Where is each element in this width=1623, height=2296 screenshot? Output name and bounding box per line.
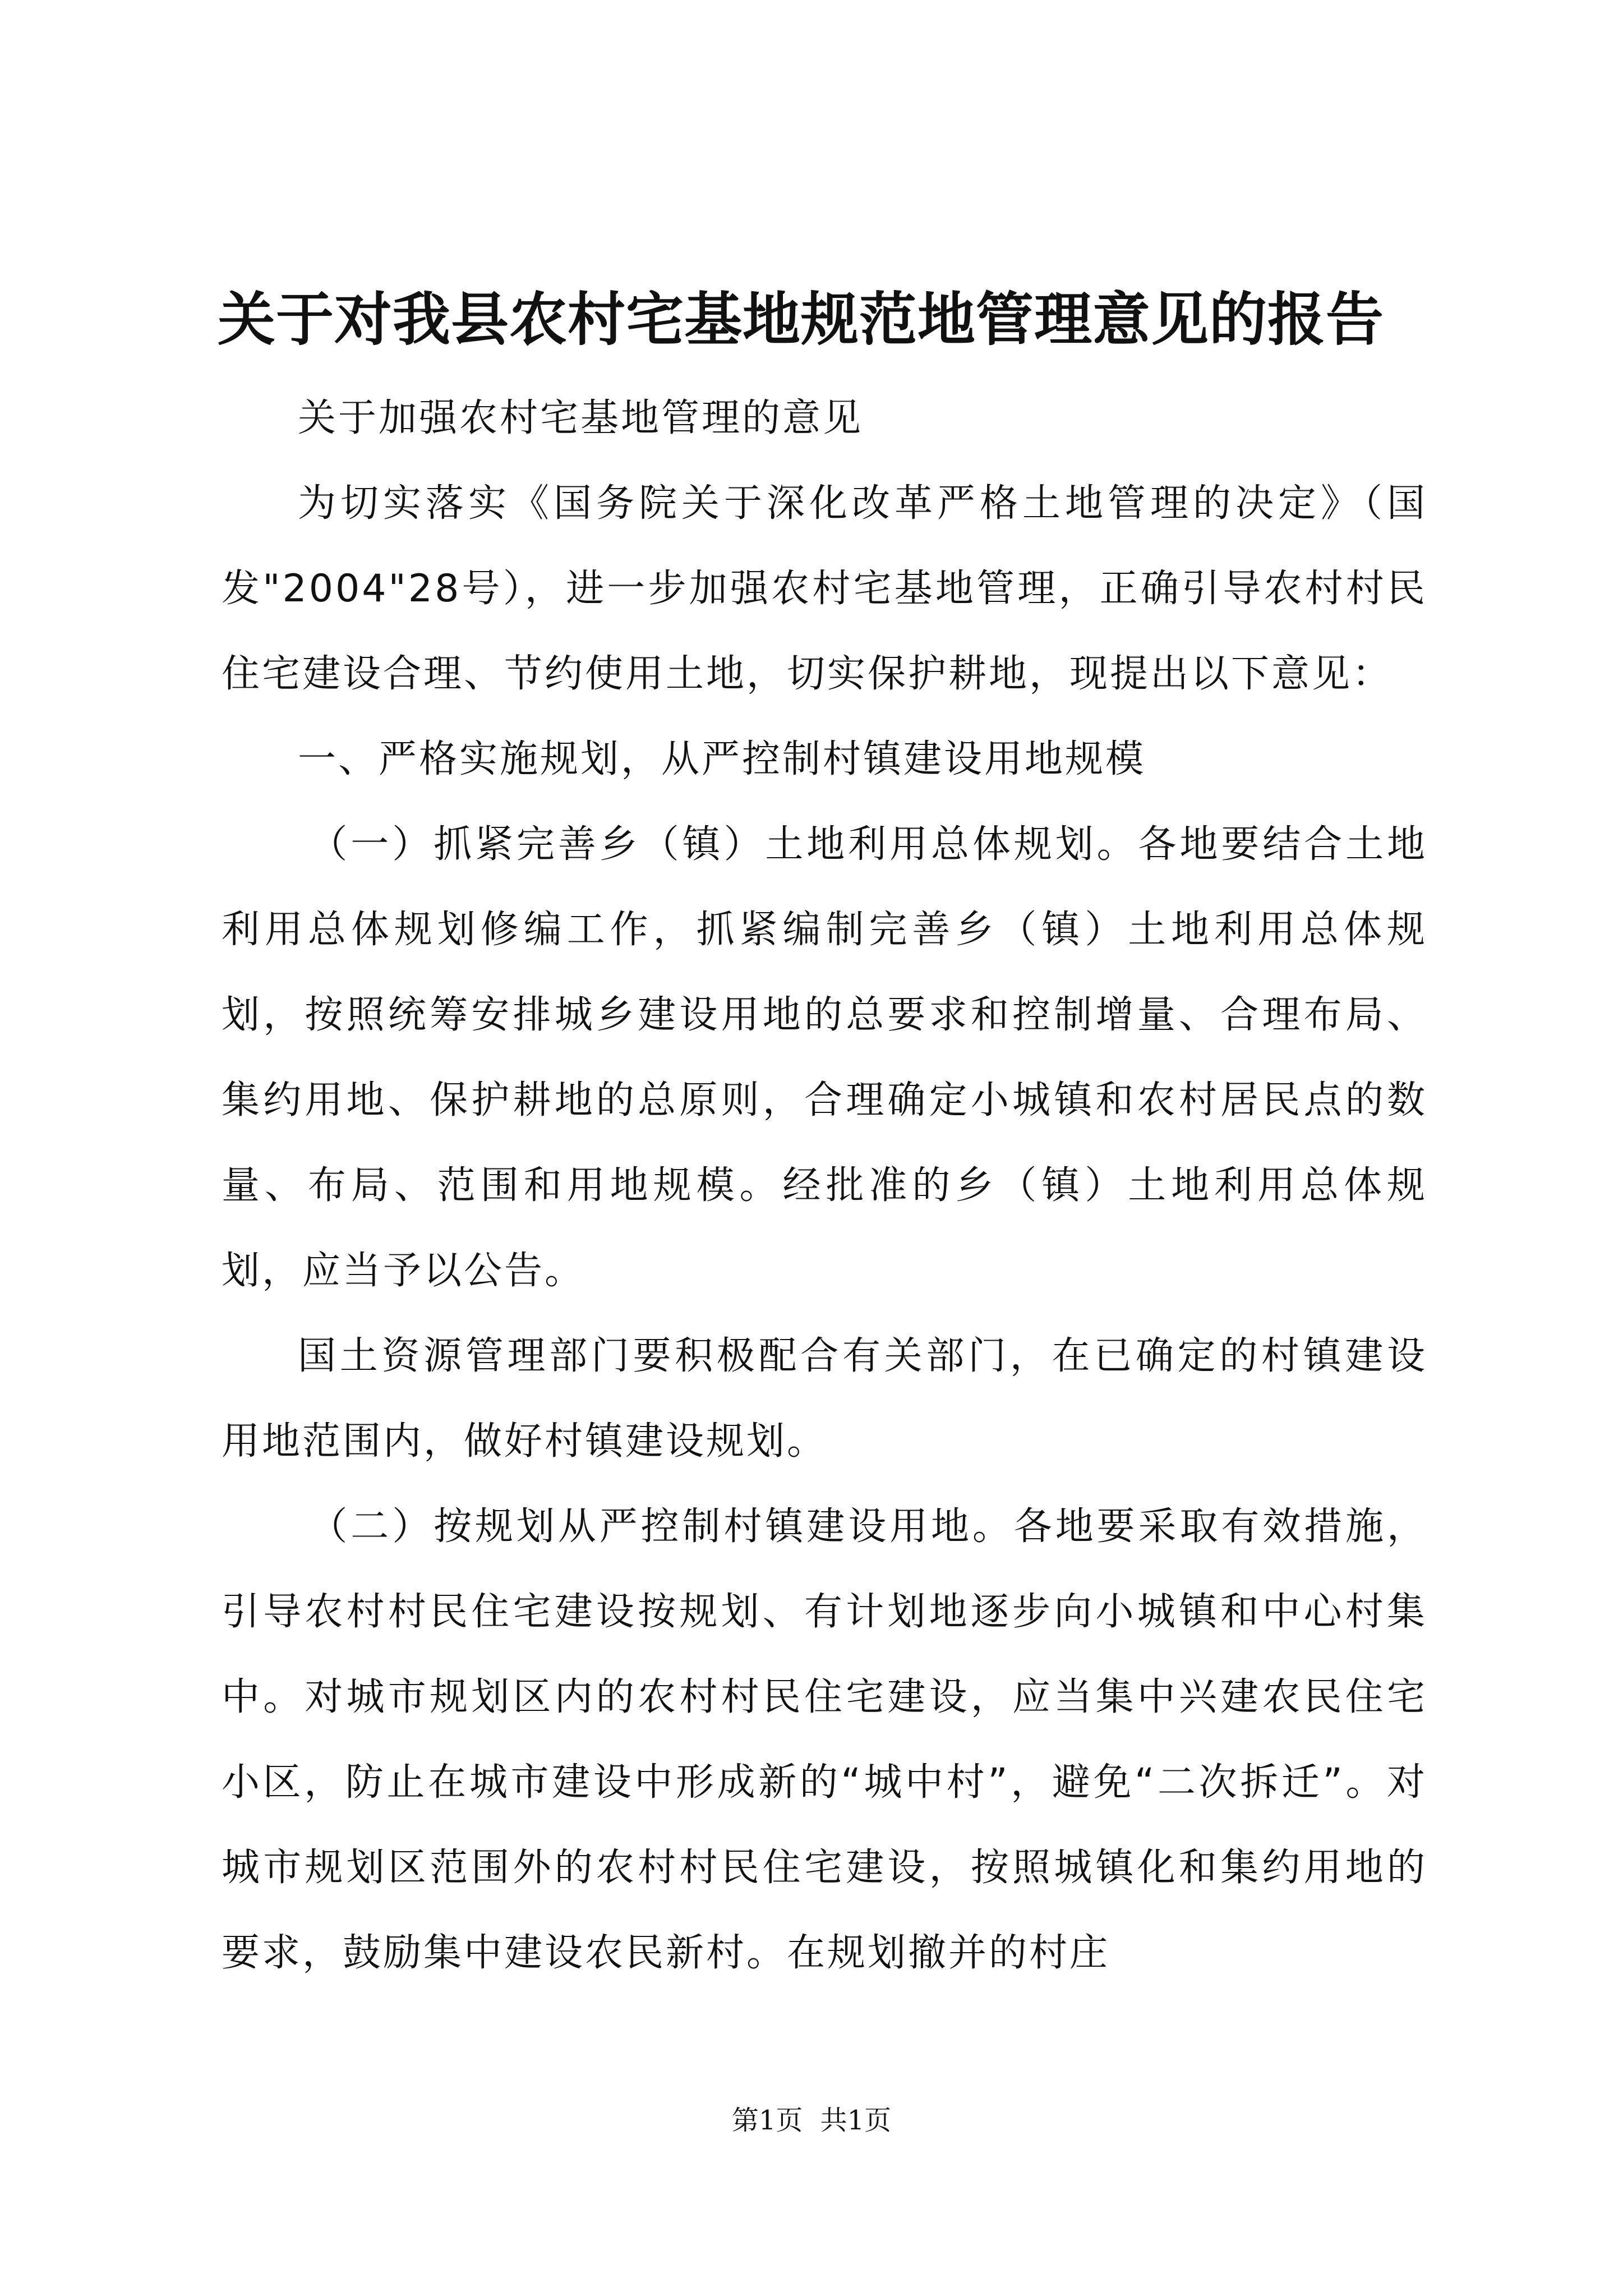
document-title: 关于对我县农村宅基地规范地管理意见的报告 [218,286,1384,353]
section-heading: 一、严格实施规划，从严控制村镇建设用地规模 [298,737,1146,781]
land-department-paragraph: 国土资源管理部门要积极配合有关部门，在已确定的村镇建设用地范围内，做好村镇建设规划。 [222,1334,1427,1464]
document-body [222,376,1427,1996]
page-number: 第1页 [731,2105,803,2136]
subtitle-paragraph: 关于加强农村宅基地管理的意见 [298,396,864,440]
clause-one-paragraph: （一）抓紧完善乡（镇）土地利用总体规划。各地要结合土地利用总体规划修编工作，抓紧编制完善乡（镇）土地利用总体规划，按照统筹安排城乡建设用地的总要求和控制增量、合理布局、集约用地、保护耕地的总原则，合理确定小城镇和农村居民点的数量、布局、范围和用地规模。经批准的乡（镇）土地利用总体规划，应当予以公告。 [222,822,1427,1293]
clause-two-paragraph: （二）按规划从严控制村镇建设用地。各地要采取有效措施，引导农村村民住宅建设按规划、有计划地逐步向小城镇和中心村集中。对城市规划区内的农村村民住宅建设，应当集中兴建农民住宅小区，防止在城市建设中形成新的“城中村”，避免“二次拆迁”。对城市规划区范围外的农村村民住宅建设，按照城镇化和集约用地的要求，鼓励集中建设农民新村。在规划撤并的村庄 [222,1504,1427,1975]
page-footer [0,2101,1623,2140]
page-total: 共1页 [820,2105,892,2136]
intro-paragraph: 为切实落实《国务院关于深化改革严格土地管理的决定》（国发"2004"28号），进一步加强农村宅基地管理，正确引导农村村民住宅建设合理、节约使用土地，切实保护耕地，现提出以下意见： [222,481,1427,696]
